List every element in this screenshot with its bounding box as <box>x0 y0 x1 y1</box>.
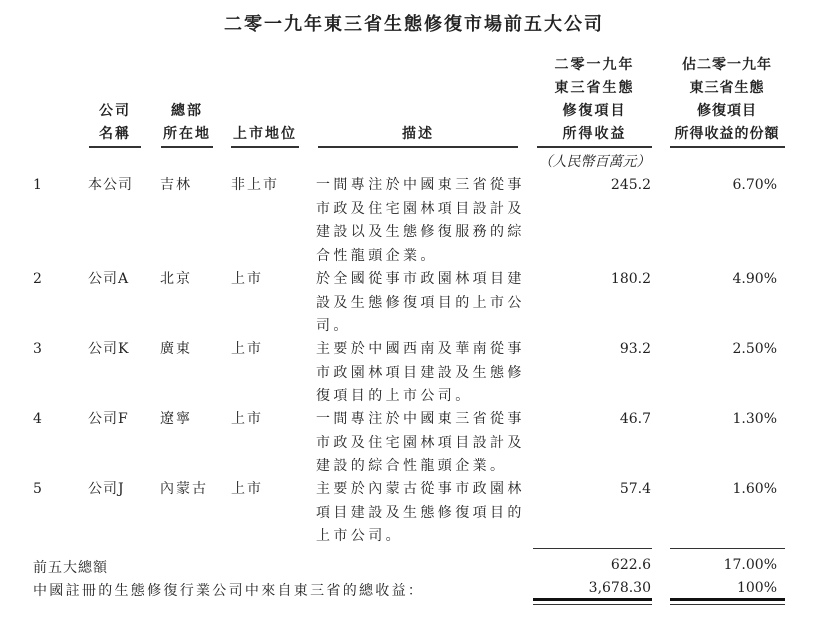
description-line: 上市公司。 <box>316 528 403 544</box>
market-total-label: 中國註冊的生態修復行業公司中來自東三省的總收益： <box>33 583 425 599</box>
header-underline <box>161 146 213 148</box>
share-cell: 6.70% <box>732 177 777 193</box>
description-line: 設及生態修復項目的上市公 <box>316 294 525 311</box>
description-cell <box>316 338 525 409</box>
description-line: 一間專注於中國東三省從事 <box>316 411 525 427</box>
description-line: 主要於內蒙古從事市政園林 <box>316 481 525 497</box>
header-description: 描述 <box>402 126 434 142</box>
table-row <box>0 174 828 264</box>
header-line: 總部 <box>171 103 203 119</box>
share-cell: 4.90% <box>732 271 777 287</box>
subtotal-rule <box>533 548 652 549</box>
listing-cell: 非上市 <box>231 177 279 193</box>
hq-cell: 遼寧 <box>160 411 192 427</box>
description-cell <box>316 174 525 268</box>
header-underline <box>89 146 141 148</box>
description-line: 建設以及生態修復服務的綜 <box>316 224 525 240</box>
header-underline <box>231 146 299 148</box>
header-underline <box>318 146 518 148</box>
company-name-cell: 公司J <box>88 481 125 497</box>
header-listing: 上市地位 <box>233 126 297 142</box>
hq-cell: 北京 <box>160 271 192 287</box>
description-line: 一間專注於中國東三省從事 <box>316 177 525 193</box>
table-row <box>0 478 828 548</box>
market-total-revenue: 3,678.30 <box>588 580 651 596</box>
description-line: 主要於中國西南及華南從事 <box>316 341 525 357</box>
header-line: 東三省生態 <box>689 80 765 96</box>
top-five-total-label: 前五大總額 <box>33 560 108 576</box>
revenue-cell: 180.2 <box>610 271 651 287</box>
listing-cell: 上市 <box>231 411 263 427</box>
unit-label: （人民幣百萬元） <box>538 154 651 170</box>
company-name-cell: 公司F <box>88 411 129 427</box>
description-cell <box>316 478 525 549</box>
rank-cell: 2 <box>33 271 42 287</box>
header-revenue <box>537 54 652 146</box>
listing-cell: 上市 <box>231 271 263 287</box>
share-cell: 2.50% <box>732 341 777 357</box>
header-line: 佔二零一九年 <box>682 57 772 73</box>
description-line: 司。 <box>316 318 351 334</box>
description-line: 項目建設及生態修復項目的 <box>316 504 525 521</box>
header-line: 二零一九年 <box>554 57 635 73</box>
table-row <box>0 408 828 478</box>
hq-cell: 廣東 <box>160 341 192 357</box>
listing-cell: 上市 <box>231 341 263 357</box>
table-row <box>0 268 828 338</box>
company-name-cell: 公司A <box>88 271 130 287</box>
double-rule <box>533 604 652 605</box>
hq-cell: 吉林 <box>160 177 192 193</box>
header-underline <box>670 146 785 148</box>
header-line: 名稱 <box>99 126 131 142</box>
rank-cell: 5 <box>33 481 42 497</box>
description-cell <box>316 408 525 479</box>
description-line: 於全國從事市政園林項目建 <box>316 271 525 287</box>
header-line: 所得收益 <box>562 126 627 142</box>
rank-cell: 3 <box>33 341 42 357</box>
rank-cell: 1 <box>33 177 42 193</box>
table-row <box>0 338 828 408</box>
header-line: 公司 <box>99 103 131 119</box>
share-cell: 1.60% <box>732 481 777 497</box>
subtotal-rule <box>670 548 785 549</box>
revenue-cell: 46.7 <box>619 411 651 427</box>
header-company-name <box>89 100 141 146</box>
share-cell: 1.30% <box>732 411 777 427</box>
description-line: 復項目的上市公司。 <box>316 388 473 404</box>
description-line: 市政及住宅園林項目設計及 <box>316 434 525 451</box>
description-line: 市政園林項目建設及生態修 <box>316 364 525 381</box>
header-line: 東三省生態 <box>554 80 635 96</box>
header-line: 修復項目 <box>697 103 757 119</box>
hq-cell: 內蒙古 <box>160 481 208 497</box>
revenue-cell: 93.2 <box>619 341 651 357</box>
double-rule <box>533 598 652 601</box>
header-share <box>664 54 790 146</box>
double-rule <box>670 604 785 605</box>
top-five-total-revenue: 622.6 <box>610 557 651 573</box>
revenue-cell: 245.2 <box>610 177 651 193</box>
double-rule <box>670 598 785 601</box>
table-title: 二零一九年東三省生態修復市場前五大公司 <box>224 14 604 35</box>
header-hq <box>161 100 213 146</box>
description-line: 市政及住宅園林項目設計及 <box>316 200 525 217</box>
revenue-cell: 57.4 <box>619 481 651 497</box>
market-total-share: 100% <box>736 580 777 596</box>
header-underline <box>537 146 652 148</box>
listing-cell: 上市 <box>231 481 263 497</box>
header-line: 所在地 <box>163 126 211 142</box>
description-cell <box>316 268 525 339</box>
rank-cell: 4 <box>33 411 42 427</box>
company-name-cell: 本公司 <box>88 177 133 193</box>
header-line: 修復項目 <box>562 103 627 119</box>
description-line: 合性龍頭企業。 <box>316 247 438 264</box>
company-name-cell: 公司K <box>88 341 130 357</box>
header-line: 所得收益的份額 <box>674 126 780 142</box>
description-line: 建設的綜合性龍頭企業。 <box>316 458 508 474</box>
top-five-total-share: 17.00% <box>723 557 777 573</box>
